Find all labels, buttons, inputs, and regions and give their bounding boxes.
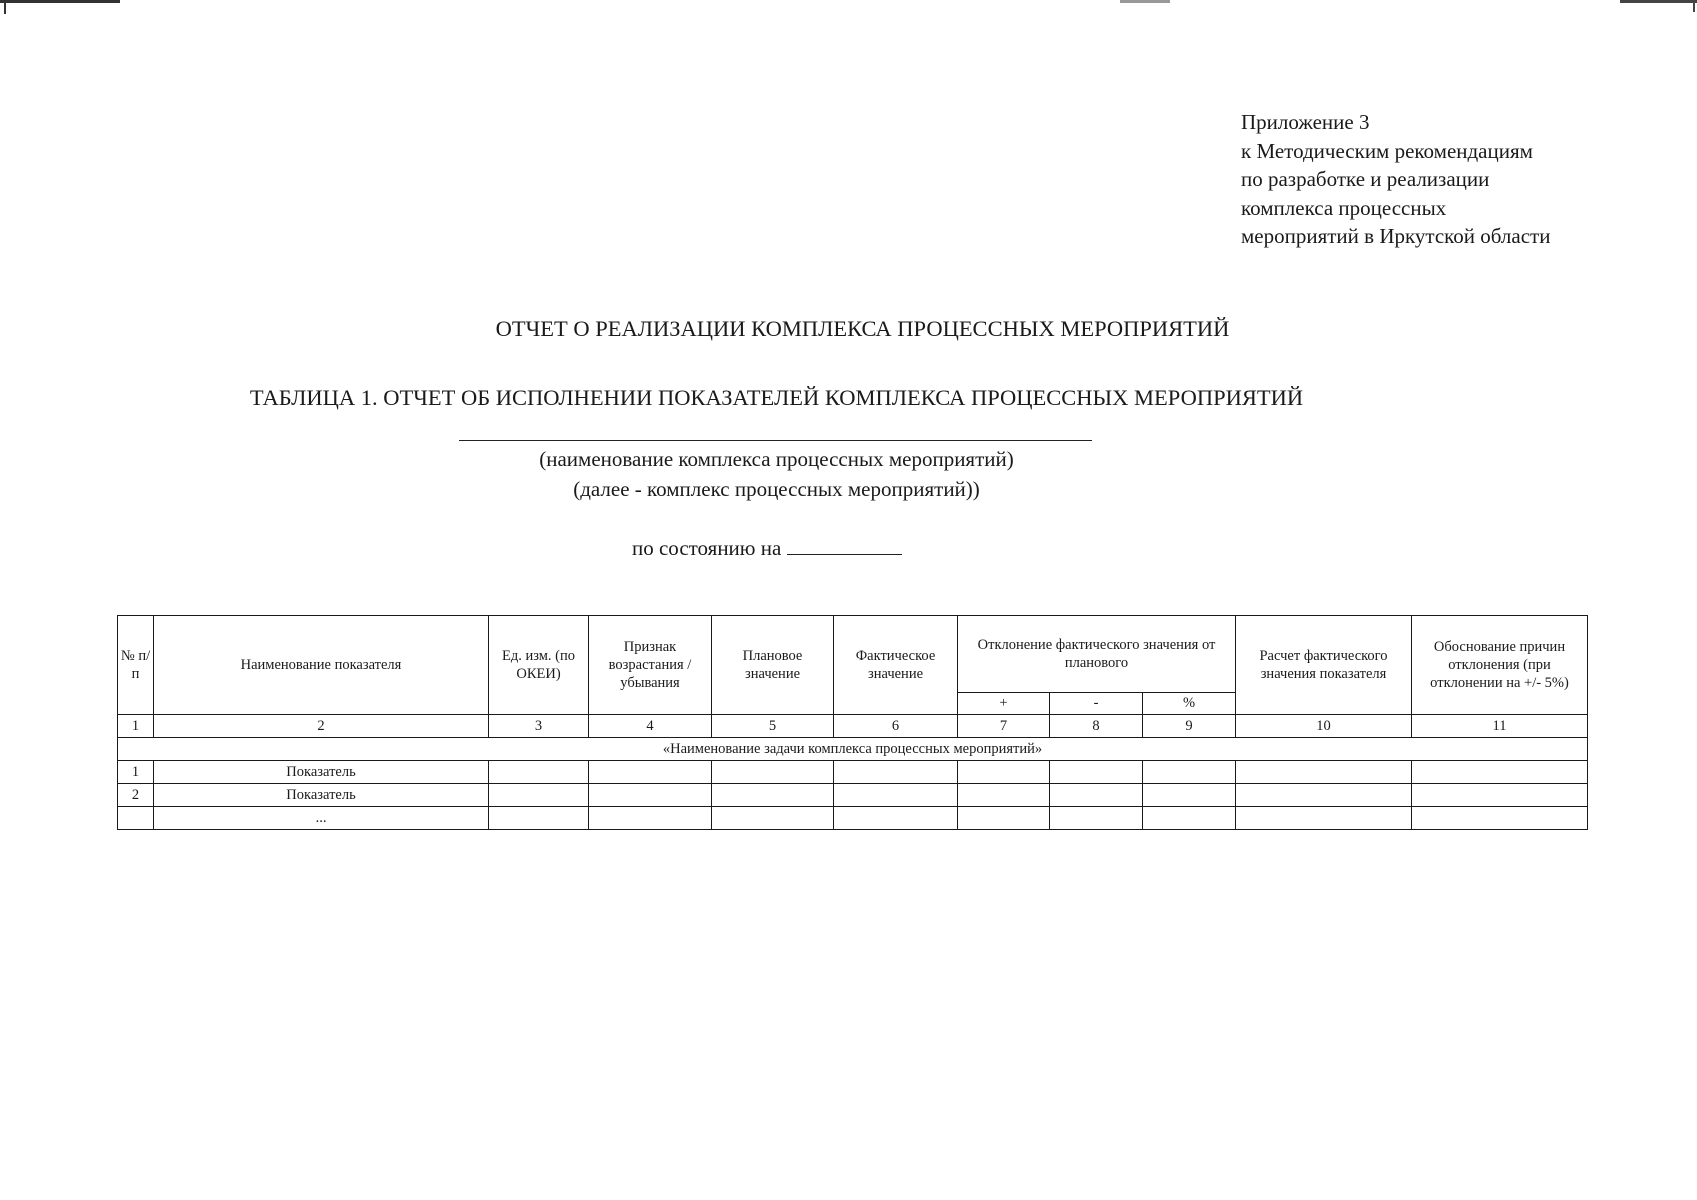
task-row <box>118 738 1588 761</box>
table-row <box>118 761 1588 784</box>
scan-edge-top <box>0 0 1697 3</box>
cell-plan <box>712 807 834 830</box>
as-of-label: по состоянию на <box>632 536 782 560</box>
cell-dev-minus <box>1050 761 1143 784</box>
appendix-line: мероприятий в Иркутской области <box>1241 224 1551 248</box>
column-number: 11 <box>1412 715 1588 738</box>
cell-dev-plus <box>958 761 1050 784</box>
complex-name-caption: (наименование комплекса процессных мероприятий) <box>539 447 1014 471</box>
table-title: ТАБЛИЦА 1. ОТЧЕТ ОБ ИСПОЛНЕНИИ ПОКАЗАТЕЛЕЙ КОМПЛЕКСА ПРОЦЕССНЫХ МЕРОПРИЯТИЙ <box>249 385 1304 410</box>
header-dev-pct: % <box>1143 693 1236 715</box>
cell-unit <box>489 761 589 784</box>
cell-unit <box>489 784 589 807</box>
cell-plan <box>712 761 834 784</box>
as-of-date-blank <box>787 536 902 555</box>
appendix-line: Приложение 3 <box>1241 110 1370 134</box>
cell-calc <box>1236 807 1412 830</box>
cell-fact <box>834 807 958 830</box>
cell-dev-plus <box>958 807 1050 830</box>
cell-dev-pct <box>1143 807 1236 830</box>
column-number: 5 <box>712 715 834 738</box>
table-row <box>118 807 1588 830</box>
row-indicator-name: Показатель <box>154 761 489 784</box>
cell-sign <box>589 807 712 830</box>
column-number: 1 <box>118 715 154 738</box>
row-num: 2 <box>118 784 154 807</box>
column-number: 10 <box>1236 715 1412 738</box>
task-name: «Наименование задачи комплекса процессных мероприятий» <box>118 738 1588 761</box>
cell-reason <box>1412 784 1588 807</box>
column-number: 4 <box>589 715 712 738</box>
row-indicator-name: ... <box>154 807 489 830</box>
table-row <box>118 784 1588 807</box>
header-deviation: Отклонение фактического значения от планового <box>958 616 1236 693</box>
cell-unit <box>489 807 589 830</box>
header-name: Наименование показателя <box>154 616 489 715</box>
cell-dev-pct <box>1143 761 1236 784</box>
header-sign: Признак возрастания / убывания <box>589 616 712 715</box>
cell-dev-minus <box>1050 784 1143 807</box>
header-reason: Обоснование причин отклонения (при отклонении на +/- 5%) <box>1412 616 1588 715</box>
appendix-line: комплекса процессных <box>1241 195 1447 220</box>
header-unit: Ед. изм. (по ОКЕИ) <box>489 616 589 715</box>
cell-fact <box>834 761 958 784</box>
column-number: 8 <box>1050 715 1143 738</box>
indicators-table <box>117 615 1588 830</box>
appendix-note <box>1241 108 1550 251</box>
cell-sign <box>589 784 712 807</box>
column-number: 2 <box>154 715 489 738</box>
column-number: 3 <box>489 715 589 738</box>
cell-reason <box>1412 807 1588 830</box>
cell-dev-plus <box>958 784 1050 807</box>
header-fact: Фактическое значение <box>834 616 958 715</box>
complex-name-blank-line <box>459 440 1092 441</box>
cell-reason <box>1412 761 1588 784</box>
cell-fact <box>834 784 958 807</box>
row-indicator-name: Показатель <box>154 784 489 807</box>
column-number: 6 <box>834 715 958 738</box>
appendix-line: к Методическим рекомендациям <box>1241 138 1533 163</box>
column-number: 7 <box>958 715 1050 738</box>
cell-sign <box>589 761 712 784</box>
header-num: № п/п <box>118 616 154 715</box>
row-num <box>118 807 154 830</box>
cell-calc <box>1236 761 1412 784</box>
header-row <box>118 616 1588 693</box>
header-plan: Плановое значение <box>712 616 834 715</box>
complex-name-caption-2: (далее - комплекс процессных мероприятий)) <box>573 477 980 501</box>
cell-dev-pct <box>1143 784 1236 807</box>
column-number: 9 <box>1143 715 1236 738</box>
column-number-row <box>118 715 1588 738</box>
row-num: 1 <box>118 761 154 784</box>
document-title: ОТЧЕТ О РЕАЛИЗАЦИИ КОМПЛЕКСА ПРОЦЕССНЫХ МЕРОПРИЯТИЙ <box>495 316 1230 341</box>
appendix-line: по разработке и реализации <box>1241 167 1490 191</box>
scan-edge-left <box>4 0 6 14</box>
cell-calc <box>1236 784 1412 807</box>
scan-edge-right <box>1693 0 1695 12</box>
header-calc: Расчет фактического значения показателя <box>1236 616 1412 715</box>
header-dev-plus: + <box>958 693 1050 715</box>
cell-plan <box>712 784 834 807</box>
header-dev-minus: - <box>1050 693 1143 715</box>
cell-dev-minus <box>1050 807 1143 830</box>
as-of-date <box>632 536 902 561</box>
